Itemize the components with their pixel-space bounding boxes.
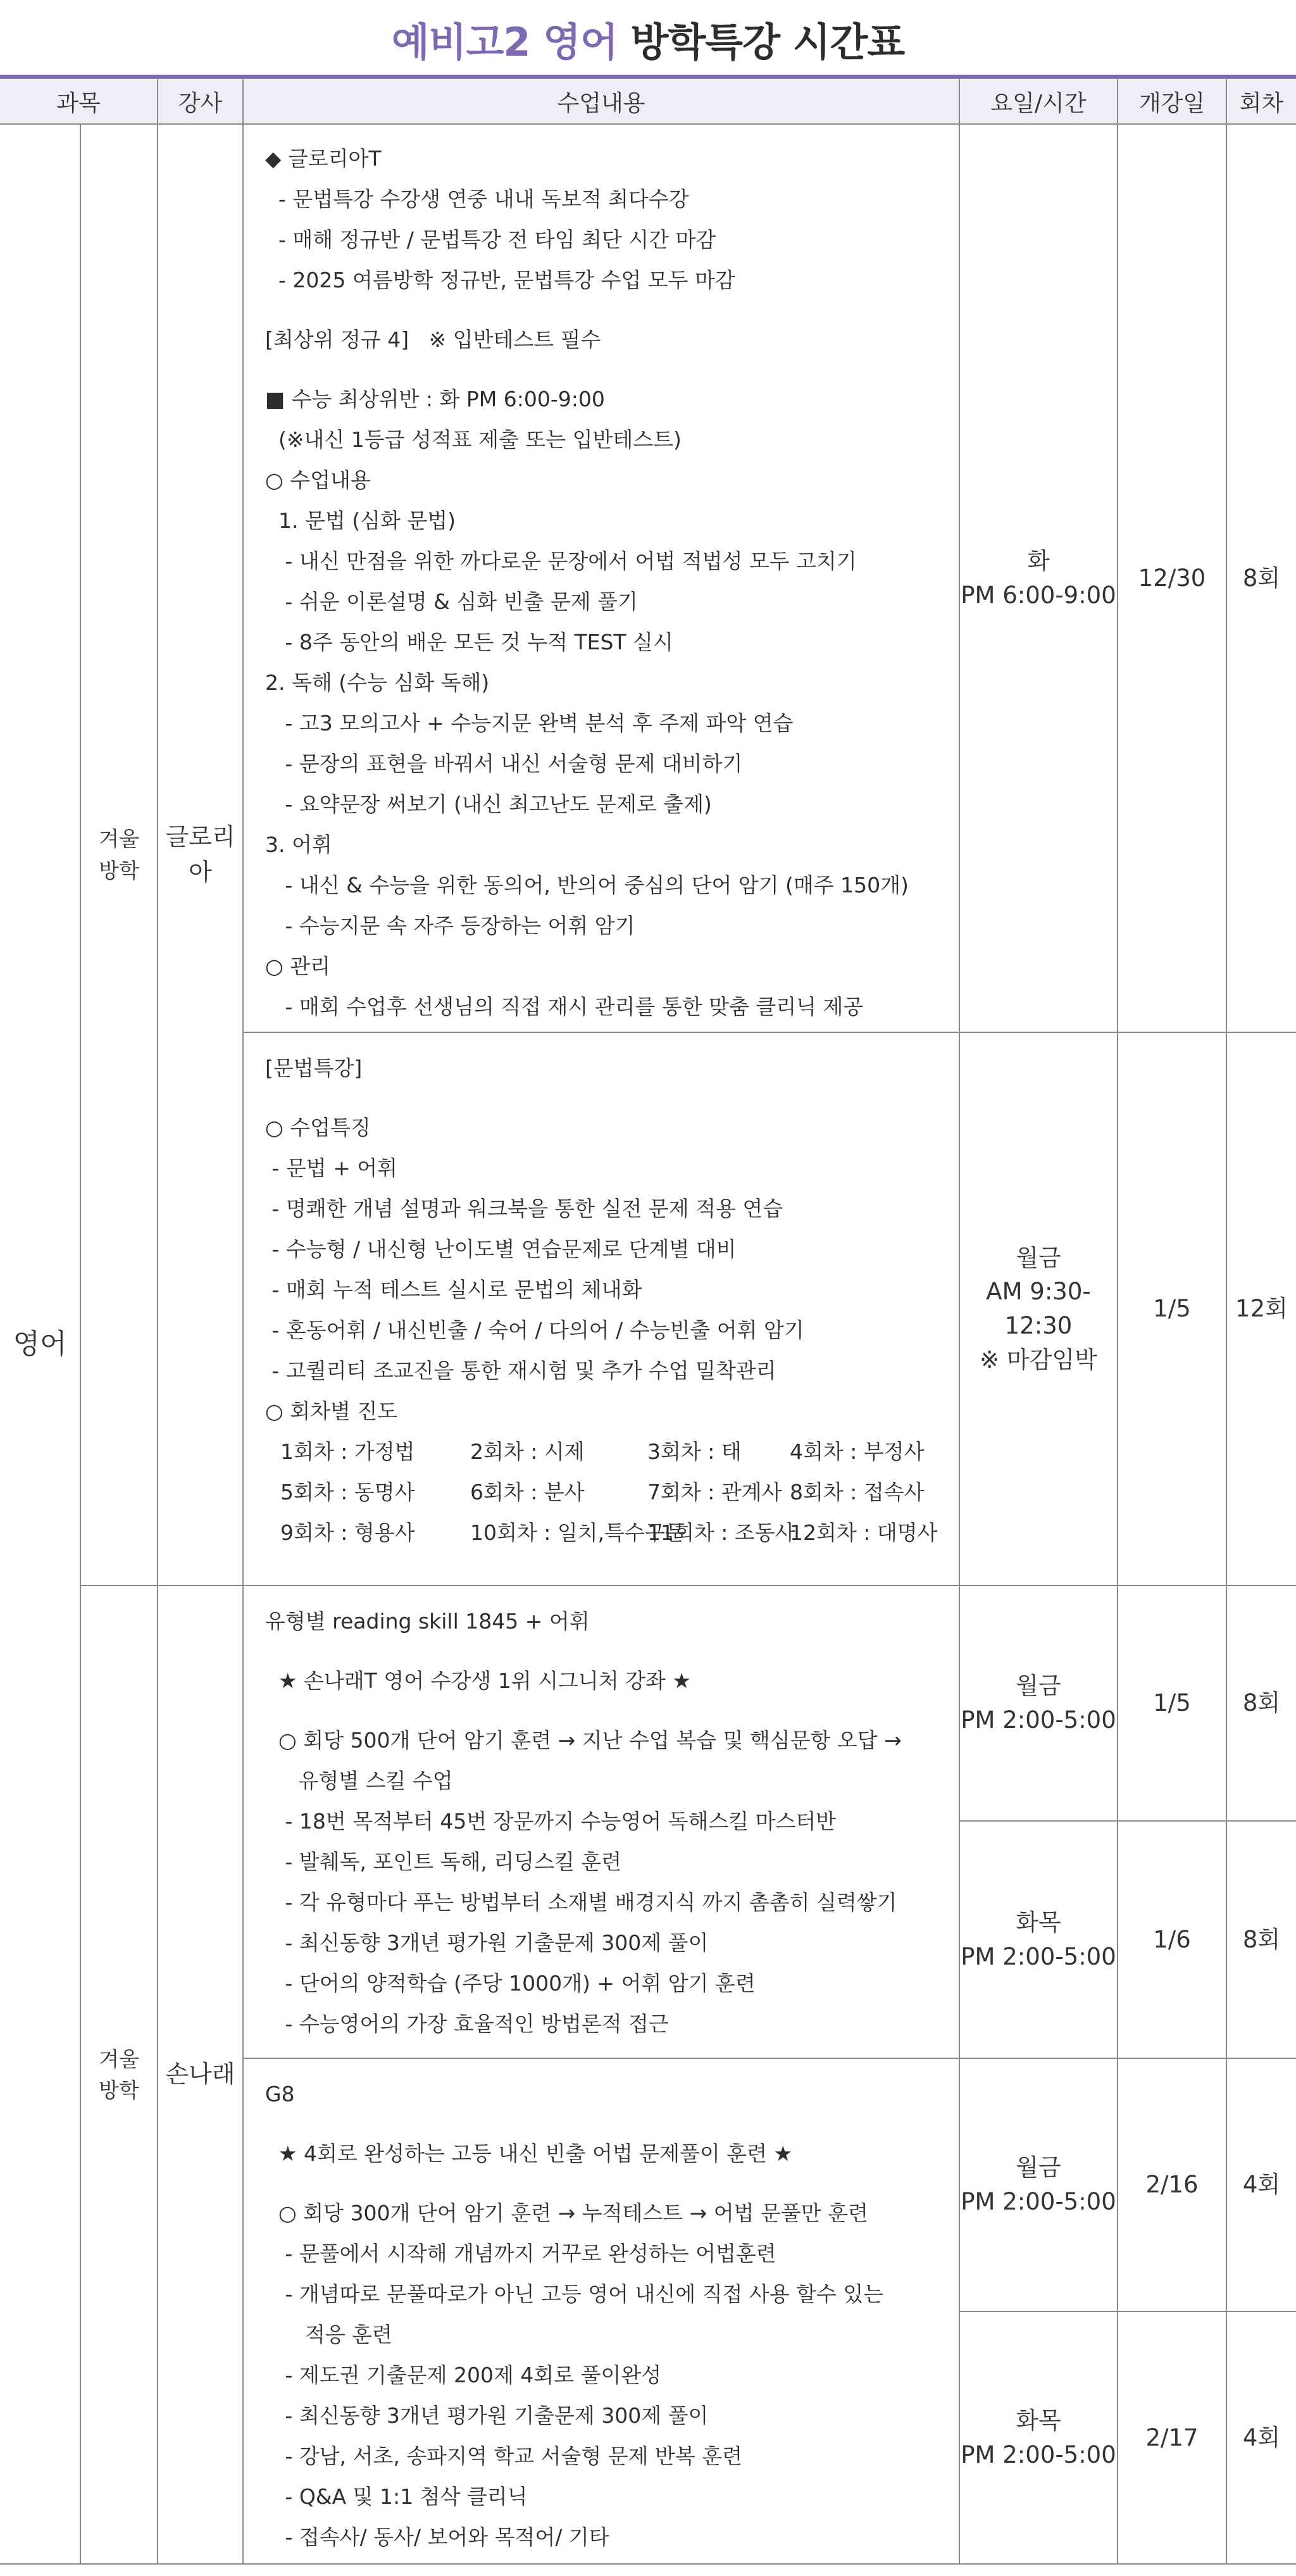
start-date-cell: 1/5: [1118, 1032, 1226, 1585]
content-line: 적응 훈련: [265, 2322, 392, 2347]
content-line: - 명쾌한 개념 설명과 워크북을 통한 실전 문제 적용 연습: [265, 1196, 783, 1221]
progress-item: 8회차 : 접속사: [790, 1480, 925, 1504]
content-line: - 제도권 기출문제 200제 4회로 풀이완성: [265, 2363, 662, 2387]
term-cell: [80, 1585, 158, 2564]
sessions-cell: 4회: [1226, 2058, 1296, 2311]
class-description: [243, 124, 959, 1032]
sessions-cell: 8회: [1226, 1821, 1296, 2058]
class-description: [243, 1585, 959, 2058]
content-line: 유형별 스킬 수업: [265, 1768, 453, 1793]
content-line: ★ 손나래T 영어 수강생 1위 시그니처 강좌 ★: [265, 1668, 691, 1693]
content-line: 유형별 reading skill 1845 + 어휘: [265, 1609, 590, 1634]
day-label: 화: [1027, 547, 1050, 575]
page-title: [392, 11, 905, 67]
progress-item: 10회차 : 일치,특수구문: [470, 1520, 685, 1545]
content-line: - 각 유형마다 푸는 방법부터 소재별 배경지식 까지 촘촘히 실력쌓기: [265, 1890, 897, 1915]
teacher-cell: 글로리아: [158, 124, 243, 1585]
content-line: - 발췌독, 포인트 독해, 리딩스킬 훈련: [265, 1849, 622, 1874]
content-line: ◆ 글로리아T: [265, 146, 382, 171]
teacher-cell: 손나래: [158, 1585, 243, 2564]
header-day-time: 요일/시간: [959, 78, 1118, 124]
content-line: - 쉬운 이론설명 & 심화 빈출 문제 풀기: [265, 589, 638, 614]
header-start-date: 개강일: [1118, 78, 1226, 124]
content-line: ○ 수업특징: [265, 1115, 371, 1140]
content-line: ○ 수업내용: [265, 468, 371, 492]
content-line: - 문법특강 수강생 연중 내내 독보적 최다수강: [265, 187, 689, 211]
line-spacer: [265, 1642, 946, 1661]
content-line: - 매회 수업후 선생님의 직접 재시 관리를 통한 맞춤 클리닉 제공: [265, 994, 864, 1019]
start-date-cell: 12/30: [1118, 124, 1226, 1032]
content-line: - 고3 모의고사 + 수능지문 완벽 분석 후 주제 파악 연습: [265, 711, 794, 735]
content-line: - 요약문장 써보기 (내신 최고난도 문제로 출제): [265, 792, 712, 816]
sessions-cell: 8회: [1226, 1585, 1296, 1821]
day-label: 월금: [1016, 2154, 1061, 2182]
start-date-cell: 2/17: [1118, 2311, 1226, 2564]
time-label: AM 9:30-12:30: [986, 1278, 1091, 1339]
line-spacer: [265, 2174, 946, 2193]
table-row: [0, 124, 1296, 1032]
content-line: G8: [265, 2082, 295, 2106]
progress-grid: [280, 1432, 946, 1553]
content-line: - 내신 & 수능을 위한 동의어, 반의어 중심의 단어 암기 (매주 150개): [265, 873, 909, 897]
line-spacer: [265, 1701, 946, 1720]
content-line: - 수능형 / 내신형 난이도별 연습문제로 단계별 대비: [265, 1237, 737, 1261]
deadline-note: ※ 마감임박: [980, 1346, 1097, 1373]
day-label: 화목: [1016, 1908, 1061, 1936]
content-line: - 단어의 양적학습 (주당 1000개) + 어휘 암기 훈련: [265, 1971, 756, 1996]
title-accent: 예비고2 영어: [391, 18, 618, 65]
class-description: [243, 2058, 959, 2564]
start-date-cell: 1/6: [1118, 1821, 1226, 2058]
progress-item: 2회차 : 시제: [470, 1439, 585, 1464]
progress-item: 7회차 : 관계사: [647, 1480, 782, 1504]
time-label: PM 2:00-5:00: [961, 2188, 1116, 2215]
content-line: - 문법 + 어휘: [265, 1156, 398, 1180]
content-line: - 수능영어의 가장 효율적인 방법론적 접근: [265, 2011, 669, 2036]
content-line: 2. 독해 (수능 심화 독해): [265, 670, 490, 695]
content-line: - 접속사/ 동사/ 보어와 목적어/ 기타: [265, 2525, 609, 2549]
day-time-cell: [959, 124, 1118, 1032]
header-row: [0, 78, 1296, 124]
content-line: - 강남, 서초, 송파지역 학교 서술형 문제 반복 훈련: [265, 2444, 742, 2468]
sessions-cell: 4회: [1226, 2311, 1296, 2564]
progress-item: 11회차 : 조동사: [647, 1520, 795, 1545]
day-time-cell: [959, 2311, 1118, 2564]
content-line: 3. 어휘: [265, 832, 332, 857]
schedule-table: [0, 78, 1296, 2565]
content-line: - 최신동향 3개년 평가원 기출문제 300제 풀이: [265, 2403, 709, 2428]
progress-item: 5회차 : 동명사: [280, 1480, 415, 1504]
subject-cell: 영어: [0, 124, 80, 2564]
sessions-cell: 12회: [1226, 1032, 1296, 1585]
content-line: - 매해 정규반 / 문법특강 전 타임 최단 시간 마감: [265, 227, 716, 252]
content-line: - 최신동향 3개년 평가원 기출문제 300제 풀이: [265, 1930, 709, 1955]
line-spacer: [265, 2115, 946, 2134]
content-line: - 혼동어휘 / 내신빈출 / 숙어 / 다의어 / 수능빈출 어휘 암기: [265, 1318, 804, 1342]
term-line: 방학: [99, 858, 139, 883]
day-label: 화목: [1016, 2406, 1061, 2434]
content-line: 1. 문법 (심화 문법): [265, 508, 456, 533]
content-line: - 내신 만점을 위한 까다로운 문장에서 어법 적법성 모두 고치기: [265, 549, 857, 573]
line-spacer: [265, 301, 946, 320]
header-teacher: 강사: [158, 78, 243, 124]
time-label: PM 2:00-5:00: [961, 1942, 1116, 1970]
day-label: 월금: [1016, 1672, 1061, 1700]
time-label: PM 6:00-9:00: [961, 581, 1116, 609]
sessions-cell: 8회: [1226, 124, 1296, 1032]
line-spacer: [265, 360, 946, 379]
progress-item: 12회차 : 대명사: [790, 1520, 938, 1545]
header-subject: 과목: [0, 78, 158, 124]
term-line: 겨울: [99, 2046, 139, 2072]
day-time-cell: [959, 1821, 1118, 2058]
term-line: 겨울: [99, 827, 139, 851]
title-rest: 방학특강 시간표: [630, 18, 905, 65]
content-line: - 문장의 표현을 바꿔서 내신 서술형 문제 대비하기: [265, 751, 743, 776]
start-date-cell: 1/5: [1118, 1585, 1226, 1821]
term-cell: [80, 124, 158, 1585]
content-line: ○ 관리: [265, 954, 331, 979]
progress-item: 3회차 : 태: [647, 1439, 742, 1464]
content-line: ○ 회차별 진도: [265, 1399, 398, 1423]
content-line: (※내신 1등급 성적표 제출 또는 입반테스트): [265, 427, 682, 452]
content-line: - 8주 동안의 배운 모든 것 누적 TEST 실시: [265, 630, 673, 654]
header-sessions: 회차: [1226, 78, 1296, 124]
content-line: ★ 4회로 완성하는 고등 내신 빈출 어법 문제풀이 훈련 ★: [265, 2141, 793, 2166]
content-line: - 개념따로 문풀따로가 아닌 고등 영어 내신에 직접 사용 할수 있는: [265, 2282, 884, 2306]
content-line: [문법특강]: [265, 1056, 363, 1080]
content-line: ○ 회당 300개 단어 암기 훈련 → 누적테스트 → 어법 문풀만 훈련: [265, 2201, 868, 2225]
start-date-cell: 2/16: [1118, 2058, 1226, 2311]
progress-item: 1회차 : 가정법: [280, 1439, 415, 1464]
content-line: ○ 회당 500개 단어 암기 훈련 → 지난 수업 복습 및 핵심문항 오답 →: [265, 1728, 902, 1753]
term-line: 방학: [99, 2078, 139, 2103]
content-line: - Q&A 및 1:1 첨삭 클리닉: [265, 2484, 528, 2509]
day-time-cell: [959, 2058, 1118, 2311]
content-line: - 2025 여름방학 정규반, 문법특강 수업 모두 마감: [265, 268, 735, 292]
day-time-cell: [959, 1032, 1118, 1585]
progress-item: 9회차 : 형용사: [280, 1520, 415, 1545]
header-content: 수업내용: [243, 78, 959, 124]
progress-item: 4회차 : 부정사: [790, 1439, 925, 1464]
content-line: - 고퀄리티 조교진을 통한 재시험 및 추가 수업 밀착관리: [265, 1358, 776, 1383]
day-time-cell: [959, 1585, 1118, 1821]
content-line: - 수능지문 속 자주 등장하는 어휘 암기: [265, 913, 635, 938]
content-line: ■ 수능 최상위반 : 화 PM 6:00-9:00: [265, 387, 605, 411]
content-line: - 문풀에서 시작해 개념까지 거꾸로 완성하는 어법훈련: [265, 2241, 776, 2266]
time-label: PM 2:00-5:00: [961, 2441, 1116, 2468]
table-row: [0, 1585, 1296, 1821]
time-label: PM 2:00-5:00: [961, 1706, 1116, 1734]
content-line: - 18번 목적부터 45번 장문까지 수능영어 독해스킬 마스터반: [265, 1809, 837, 1834]
content-line: [최상위 정규 4] ※ 입반테스트 필수: [265, 327, 601, 352]
title-bar: [0, 0, 1296, 77]
day-label: 월금: [1016, 1244, 1061, 1272]
class-description: [243, 1032, 959, 1585]
content-line: - 매회 누적 테스트 실시로 문법의 체내화: [265, 1277, 642, 1302]
line-spacer: [265, 1089, 946, 1108]
progress-item: 6회차 : 분사: [470, 1480, 585, 1504]
